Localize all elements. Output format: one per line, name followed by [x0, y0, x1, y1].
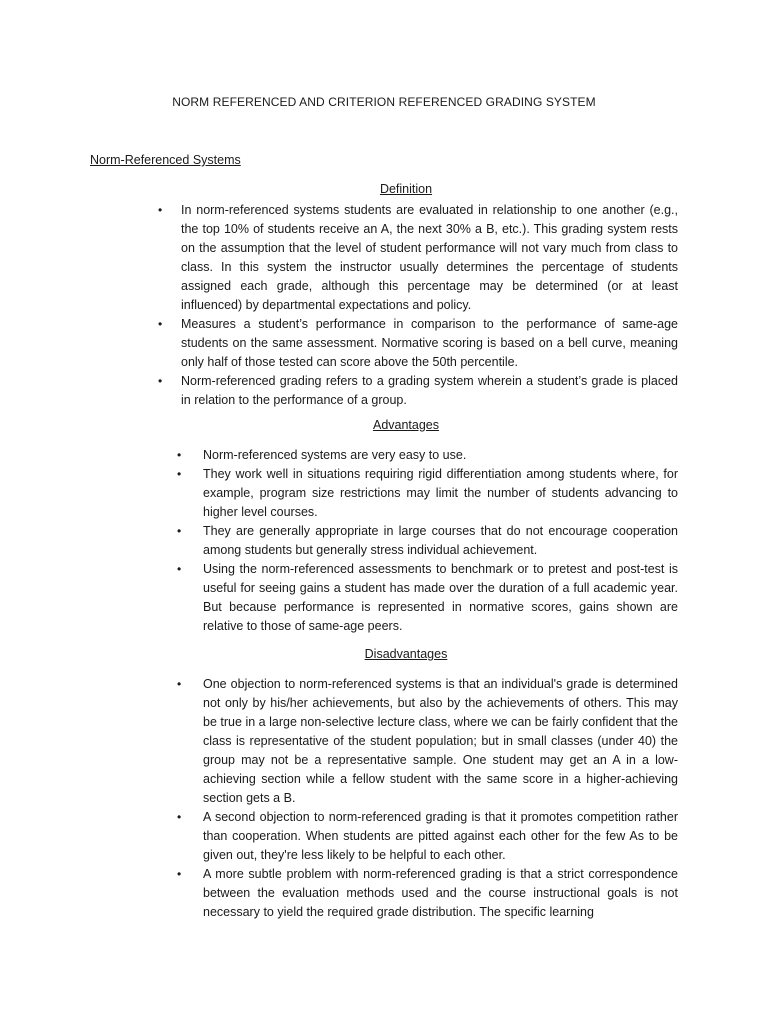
subheading-advantages: Advantages — [372, 418, 440, 432]
list-item — [177, 522, 678, 560]
list-item — [158, 201, 678, 315]
list-item-text: A second objection to norm-referenced grading is that it promotes competition rather than cooperation. When students are pitted against each other for the few As to be given out, they're less likely to be helpful to each other. — [203, 810, 678, 862]
bullet-icon: • — [177, 810, 182, 824]
bullet-icon: • — [158, 203, 163, 217]
list-item-text: Using the norm-referenced assessments to benchmark or to pretest and post-test is useful for seeing gains a student has made over the duration of a full academic year. But because performance is represented in normative scores, gains shown are relative to those of same-age peers. — [203, 562, 678, 633]
advantages-list — [177, 446, 678, 636]
section-heading-norm-referenced: Norm-Referenced Systems — [90, 153, 241, 167]
list-item — [177, 808, 678, 865]
list-item — [177, 465, 678, 522]
bullet-icon: • — [177, 677, 182, 691]
list-item-text: They work well in situations requiring rigid differentiation among students where, for example, program size restrictions may limit the number of students advancing to higher level courses. — [203, 467, 678, 519]
list-item — [177, 865, 678, 922]
list-item — [177, 446, 678, 465]
bullet-icon: • — [158, 317, 163, 331]
list-item — [158, 315, 678, 372]
subheading-disadvantages: Disadvantages — [364, 647, 448, 661]
subheading-definition: Definition — [379, 182, 433, 196]
bullet-icon: • — [177, 467, 182, 481]
bullet-icon: • — [158, 374, 163, 388]
list-item-text: Measures a student’s performance in comparison to the performance of same-age students on the same assessment. Normative scoring is based on a bell curve, meaning only half of those tested can score above the 50th percentile. — [181, 317, 678, 369]
disadvantages-list — [177, 675, 678, 922]
bullet-icon: • — [177, 867, 182, 881]
definition-list — [158, 201, 678, 410]
bullet-icon: • — [177, 562, 182, 576]
bullet-icon: • — [177, 448, 182, 462]
document-title: NORM REFERENCED AND CRITERION REFERENCED GRADING SYSTEM — [172, 95, 596, 109]
list-item-text: In norm-referenced systems students are evaluated in relationship to one another (e.g., the top 10% of students receive an A, the next 30% a B, etc.). This grading system rests on the assumption that the level of student performance will not vary much from class to class. In this system the instructor usually determines the percentage of students assigned each grade, although this percentage may be determined (or at least influenced) by departmental expectations and policy. — [181, 203, 678, 312]
list-item — [177, 675, 678, 808]
list-item-text: A more subtle problem with norm-referenced grading is that a strict correspondence between the evaluation methods used and the course instructional goals is not necessary to yield the required grade distribution. The specific learning — [203, 867, 678, 919]
list-item-text: One objection to norm-referenced systems is that an individual's grade is determined not only by his/her achievements, but also by the achievements of others. This may be true in a large non-selective lecture class, where we can be fairly confident that the class is representative of the student population; but in small classes (under 40) the group may not be a representative sample. One student may get an A in a low-achieving section while a fellow student with the same score in a higher-achieving section gets a B. — [203, 677, 678, 805]
list-item-text: Norm-referenced systems are very easy to use. — [203, 448, 467, 462]
bullet-icon: • — [177, 524, 182, 538]
list-item — [177, 560, 678, 636]
list-item-text: Norm-referenced grading refers to a grading system wherein a student’s grade is placed in relation to the performance of a group. — [181, 374, 678, 407]
list-item — [158, 372, 678, 410]
list-item-text: They are generally appropriate in large courses that do not encourage cooperation among students but generally stress individual achievement. — [203, 524, 678, 557]
